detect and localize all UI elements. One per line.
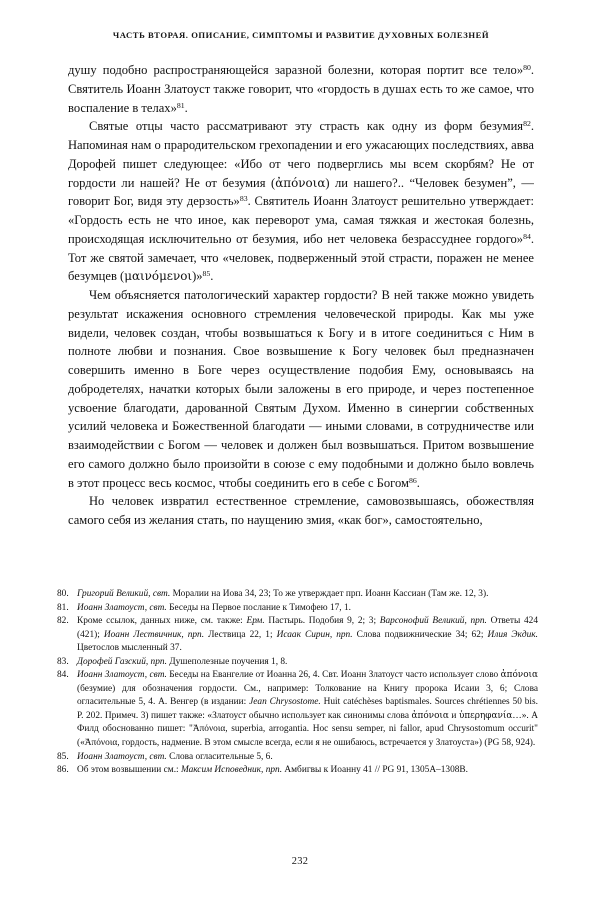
greek-term: ἀπόνοια	[411, 710, 449, 721]
body-paragraph	[68, 492, 534, 530]
text-run: Пастырь. Подобия 9, 2; 3;	[264, 616, 380, 627]
footnotes-block	[57, 588, 538, 778]
text-run: .	[210, 269, 214, 284]
cited-author: Максим Исповедник, прп.	[180, 765, 283, 776]
footnote-reference: 82	[523, 119, 531, 129]
footnote-reference: 86	[408, 475, 417, 485]
cited-author: Иоанн Златоуст, свт.	[77, 602, 167, 613]
footnote-number: 85.	[57, 751, 69, 762]
text-run: Лествица 22, 1;	[204, 629, 277, 640]
footnote-item	[57, 615, 538, 656]
footnote-text	[77, 615, 538, 656]
cited-author: Иоанн Златоуст, свт.	[77, 670, 167, 681]
body-text	[68, 61, 534, 530]
text-run: Ответы 424 (421);	[77, 616, 538, 640]
text-run: . Напоминая нам о прародительском грехопадении и его ужасающих последствиях, авва Дорофей пишет следующее: «Ибо от чего подверглись мы всем скорбям? Не от гордости ли нашей? Не от безумия (	[68, 119, 534, 190]
footnote-reference: 84	[523, 231, 531, 241]
cited-author: Григорий Великий, свт.	[77, 589, 171, 599]
text-run: .	[416, 475, 420, 490]
cited-author: Jean Chrysostome.	[249, 697, 321, 708]
page-number: 232	[291, 856, 309, 867]
footnote-text	[77, 602, 538, 616]
text-run: Чем объясняется патологический характер гордости? В ней также можно увидеть результат искажения основного стремления человеческой природы. Как мы уже видели, человек создан, чтобы возвышаться к Богу и в итоге соединиться с Ним в полноте любви и познания. Свое возвышение к Богу человек был предназначен совершить именно в Боге через осуществление подобия Ему, основываясь на добродетелях, начатки которых были заложены в его природе, и через постепенное усвоение благодати, дарованной Святым Духом. Именно в синергии собственных усилий человека и Божественной благодати — иными словами, в сотрудничестве или взаимодействии с Богом — человек и должен был возвышаться. Притом возвышение его самого должно было произойти в союзе с ему подобными и должно было вовлечь в этот процесс весь космос, чтобы соединить его в себе с Богом	[68, 288, 534, 490]
footnote-text	[77, 751, 538, 765]
cited-author: Дорофей Газский, прп.	[77, 656, 167, 667]
footnote-number: 82.	[57, 616, 69, 627]
footnote-reference: 81	[176, 100, 185, 110]
text-run: Святые отцы часто рассматривают эту страсть как одну из форм безумия	[89, 119, 524, 134]
cited-author: Исаак Сирин, прп.	[276, 629, 353, 640]
text-run: Слова огласительные 5, 6.	[166, 751, 273, 762]
greek-term: ὑπερηφανία	[458, 710, 513, 721]
footnote-number: 86.	[57, 765, 69, 776]
text-run: Слова подвижнические 34; 62;	[352, 629, 488, 640]
text-run: душу подобно распространяющейся заразной болезни, которая портит все тело»	[68, 63, 524, 77]
footnote-reference: 85	[202, 269, 211, 279]
cited-author: Иоанн Златоуст, свт.	[77, 751, 167, 762]
cited-author: Варсонофий Великий, прп.	[379, 616, 487, 627]
footnote-number: 83.	[57, 656, 69, 667]
text-run: . Святитель Иоанн Златоуст также говорит, что «гордость в душах есть то же самое, что воспаление в телах»	[68, 63, 534, 115]
text-run: )»	[192, 269, 203, 284]
text-run: …». А Филд обоснованно пишет: "Ἀπόνοια, superbia, arrogantia. Hoc sensu semper, ni fallor, apud Chrysostomum occurit" («Ἀπόνοια, гордость, надмение. В этом смысле всегда, если я не ошибаюсь, встречается у Златоуста») (PG 58, 924).	[77, 710, 538, 749]
footnote-text	[77, 656, 538, 670]
greek-term: ἀπόνοια	[275, 175, 326, 190]
footnote-reference: 80	[523, 62, 531, 72]
footnote-number: 84.	[57, 670, 69, 681]
text-run: Кроме ссылок, данных ниже, см. также:	[77, 616, 247, 627]
footnote-number: 80.	[57, 589, 69, 599]
body-paragraph	[68, 117, 534, 286]
text-run: Но человек извратил естественное стремление, самовозвышаясь, обожествляя самого себя из желания стать, по наущению змия, «как бог», самостоятельно,	[68, 494, 534, 527]
greek-term: μαινόμενοι	[124, 269, 193, 284]
text-run: Цветослов мысленный 37.	[77, 643, 182, 654]
cited-author: Иоанн Лествичник, прп.	[103, 629, 205, 640]
text-run: Амбигвы к Иоанну 41 // PG 91, 1305А–1308В.	[282, 765, 468, 776]
running-head: ЧАСТЬ ВТОРАЯ. ОПИСАНИЕ, СИМПТОМЫ И РАЗВИТИЕ ДУХОВНЫХ БОЛЕЗНЕЙ	[112, 30, 490, 40]
text-run: и	[448, 710, 459, 721]
text-run: Huit catéchèses baptismales. Sources chrétiennes 50 bis. P. 202. Примеч. 3) пишет также: «Златоуст обычно использует как синонимы слова	[77, 697, 538, 721]
text-run: Моралии на Иова 34, 23; То же утверждает прп. Иоанн Кассиан (Там же. 12, 3).	[170, 589, 489, 599]
text-run: .	[184, 100, 188, 115]
footnote-number: 81.	[57, 602, 69, 613]
cited-author: Илия Экдик.	[487, 629, 538, 640]
text-run: Об этом возвышении см.:	[77, 765, 181, 776]
footnote-text	[77, 669, 538, 750]
text-run: . Святитель Иоанн Златоуст решительно утверждает: «Гордость есть не что иное, как переворот ума, самая тяжкая и жестокая болезнь, происходящая исключительно от безумия, ибо нет человека безрассуднее гордого»	[68, 194, 535, 246]
footnote-item	[57, 669, 538, 750]
text-run: . Тот же святой замечает, что «человек, подверженный этой страсти, поражен не менее безумцев (	[68, 231, 534, 284]
text-run: Душеполезные поучения 1, 8.	[166, 656, 288, 667]
footnote-item	[57, 588, 538, 602]
text-run: Беседы на Евангелие от Иоанна 26, 4. Свт. Иоанн Златоуст часто использует слово	[166, 670, 501, 681]
text-run: Беседы на Первое послание к Тимофею 17, 1.	[166, 602, 351, 613]
footnote-item	[57, 602, 538, 616]
text-run: ) ли нашего?.. “Человек безумен”, — говорит Бог, видя эту дерзость»	[68, 175, 534, 209]
greek-term: ἀπόνοια	[500, 670, 539, 681]
footnote-text	[77, 764, 538, 778]
footnote-text	[77, 588, 538, 602]
body-paragraph	[68, 286, 534, 492]
footnote-reference: 83	[239, 194, 248, 204]
text-run: (безумие) для обозначения гордости. См., например: Толкование на Книгу пророка Исаии 3, 6; Слова огласительные 5, 4. А. Венгер (в издании:	[77, 683, 538, 708]
body-paragraph	[68, 61, 534, 117]
cited-author: Ерм.	[246, 616, 265, 627]
footnote-item	[57, 764, 538, 778]
footnote-item	[57, 751, 538, 765]
footnote-item	[57, 656, 538, 670]
